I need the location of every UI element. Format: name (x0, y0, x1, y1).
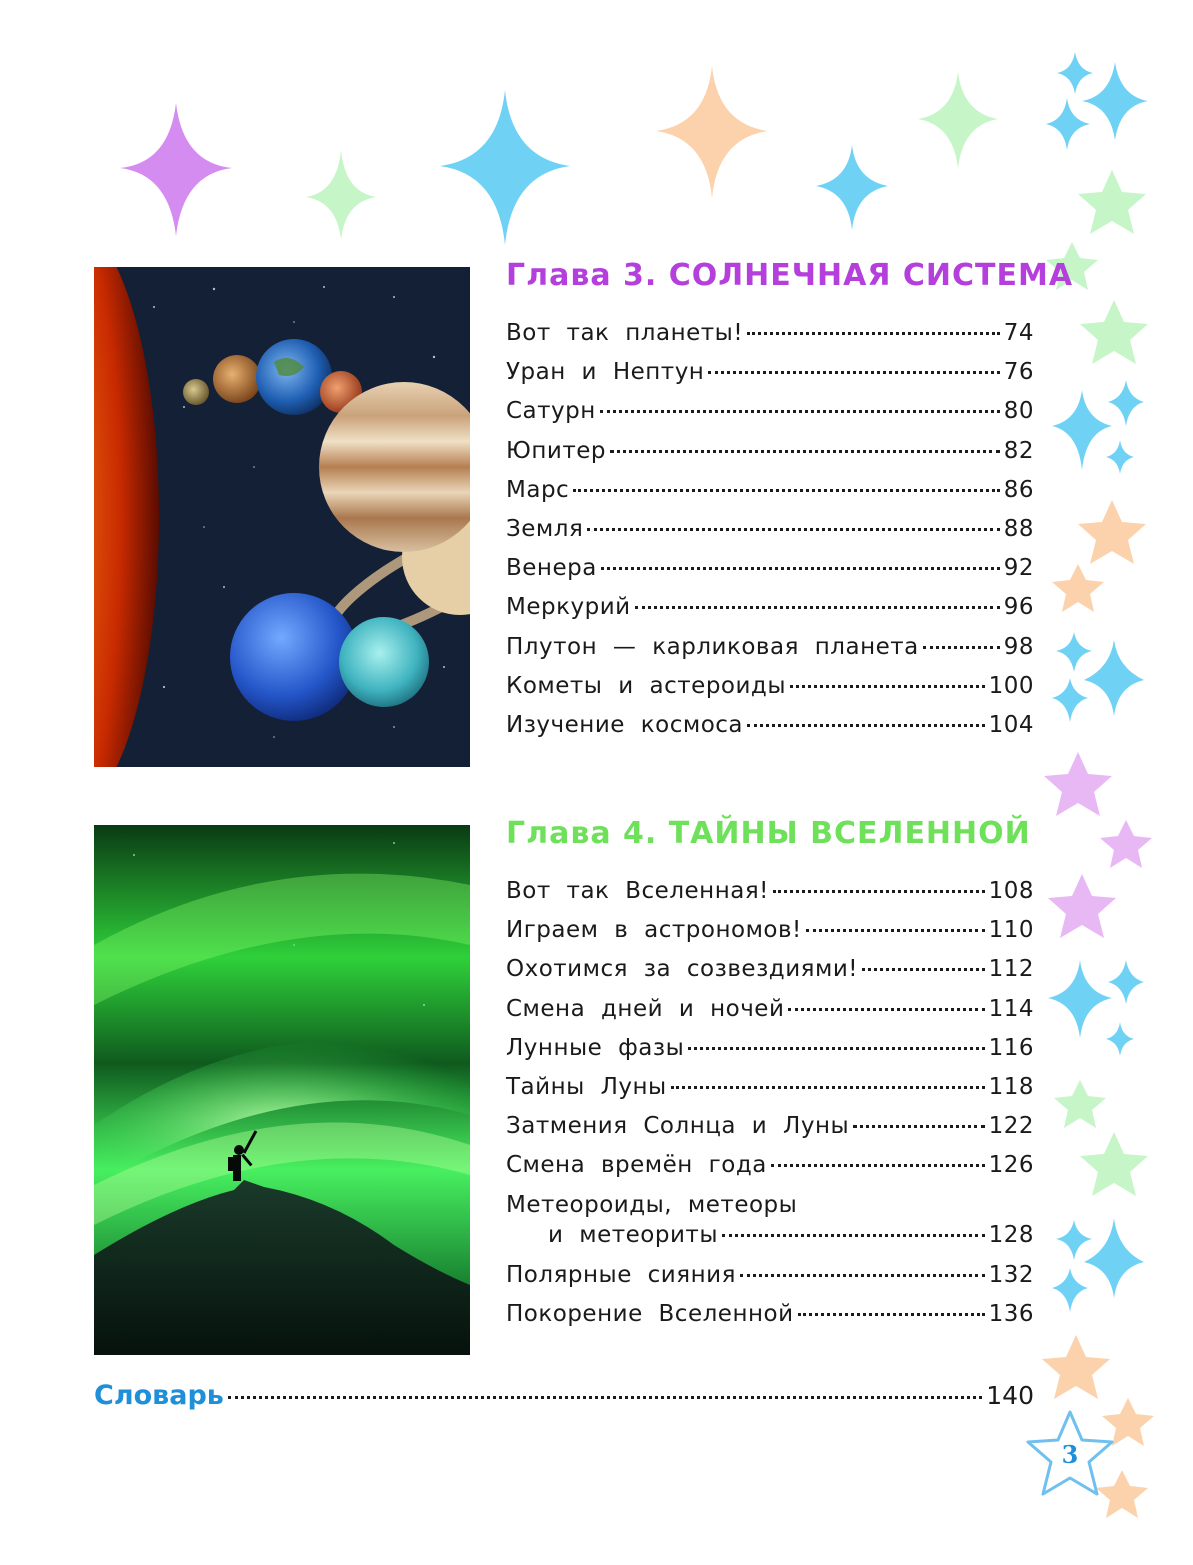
glossary-page: 140 (986, 1381, 1034, 1410)
dot-leader (228, 1396, 982, 1399)
toc-entry[interactable] (506, 996, 1034, 1035)
toc-entry-title: Затмения Солнца и Луны (506, 1113, 850, 1140)
toc-entry[interactable] (506, 712, 1034, 751)
sparkle-icon (1056, 632, 1092, 672)
chapter-3-title: Глава 3. СОЛНЕЧНАЯ СИСТЕМА (506, 258, 1074, 293)
sparkle-icon (1084, 640, 1144, 716)
toc-entry-page: 116 (988, 1034, 1034, 1061)
dot-leader (747, 724, 985, 727)
sparkle-decoration-top (0, 0, 1193, 280)
toc-entry[interactable] (506, 1152, 1034, 1191)
toc-entry[interactable] (506, 956, 1034, 995)
toc-entry-page: 76 (1003, 359, 1034, 386)
toc-entry[interactable] (506, 359, 1034, 398)
toc-entry-title-line2: и метеориты (548, 1221, 718, 1248)
sparkle-icon (1106, 440, 1134, 474)
sparkle-icon (1052, 1268, 1088, 1312)
dot-leader (771, 1164, 985, 1167)
dot-leader (635, 606, 1000, 609)
star-icon (1080, 300, 1148, 364)
dot-leader (790, 685, 985, 688)
toc-entry-page: 132 (988, 1261, 1034, 1288)
toc-entry-page: 104 (988, 711, 1034, 738)
sparkle-star-icon (918, 72, 998, 168)
star-icon (1078, 170, 1146, 234)
dot-leader (853, 1125, 984, 1128)
dot-leader (610, 450, 1000, 453)
dot-leader (806, 929, 985, 932)
sparkle-icon (1052, 678, 1088, 722)
dot-leader (798, 1313, 985, 1316)
toc-entry-title: Вот так Вселенная! (506, 878, 769, 904)
chapter-4-title: Глава 4. ТАЙНЫ ВСЕЛЕННОЙ (506, 816, 1031, 851)
dot-leader (600, 410, 1000, 413)
glossary-entry[interactable] (94, 1380, 1034, 1411)
sparkle-star-icon (1046, 98, 1090, 150)
star-icon (1078, 500, 1146, 564)
toc-entry[interactable] (506, 1192, 1034, 1262)
sparkle-icon (1052, 390, 1112, 470)
toc-entry[interactable] (506, 634, 1034, 673)
toc-entry-page: 114 (988, 995, 1034, 1022)
dot-leader (601, 567, 1000, 570)
star-icon (1080, 1132, 1148, 1196)
toc-entry-page: 118 (988, 1073, 1034, 1100)
sparkle-icon (1056, 1220, 1092, 1260)
toc-entry-title: Венера (506, 555, 597, 582)
chapter-3-contents (506, 320, 1034, 751)
toc-entry-title: Смена времён года (506, 1152, 767, 1179)
toc-entry-title: Покорение Вселенной (506, 1300, 794, 1327)
dot-leader (740, 1274, 985, 1277)
toc-entry[interactable] (506, 320, 1034, 359)
toc-entry-page: 110 (988, 917, 1034, 944)
dot-leader (862, 968, 985, 971)
toc-entry-page: 98 (1003, 633, 1034, 660)
toc-entry[interactable] (506, 1035, 1034, 1074)
sparkle-star-icon (440, 90, 570, 245)
sparkle-icon (1108, 960, 1144, 1004)
sparkle-icon (1084, 1218, 1144, 1298)
chapter-4-contents (506, 878, 1034, 1340)
dot-leader (708, 371, 999, 374)
sparkle-icon (1048, 960, 1112, 1038)
toc-entry-title: Лунные фазы (506, 1034, 685, 1061)
toc-entry-page: 128 (988, 1221, 1034, 1248)
toc-entry-title: Изучение космоса (506, 711, 744, 738)
toc-entry-title: Марс (506, 476, 570, 503)
sparkle-star-icon (1057, 52, 1093, 94)
toc-entry-page: 82 (1003, 437, 1034, 464)
toc-entry-title: Охотимся за созвездиями! (506, 956, 858, 983)
sparkle-icon (1106, 1022, 1134, 1056)
sparkle-star-icon (656, 66, 768, 198)
toc-entry[interactable] (506, 878, 1034, 917)
glossary-title: Словарь (94, 1380, 224, 1411)
sparkle-star-icon (1082, 62, 1148, 140)
aurora-borealis-photo (94, 825, 470, 1355)
toc-entry-page: 86 (1003, 476, 1034, 503)
toc-entry[interactable] (506, 673, 1034, 712)
star-icon (1054, 1080, 1106, 1128)
dot-leader (688, 1047, 984, 1050)
toc-entry-title: Метеороиды, метеоры (506, 1191, 798, 1218)
toc-entry-page: 126 (988, 1152, 1034, 1179)
toc-entry-title: Плутон — карликовая планета (506, 633, 919, 660)
toc-entry[interactable] (506, 438, 1034, 477)
toc-entry-title: Полярные сияния (506, 1261, 736, 1288)
toc-entry[interactable] (506, 1113, 1034, 1152)
toc-entry[interactable] (506, 917, 1034, 956)
toc-entry-page: 122 (988, 1113, 1034, 1140)
toc-entry-page: 92 (1003, 555, 1034, 582)
star-icon (1042, 1335, 1110, 1399)
toc-entry-page: 136 (988, 1300, 1034, 1327)
sparkle-decoration-right (1040, 170, 1193, 1565)
toc-entry-page: 80 (1003, 398, 1034, 425)
star-icon (1044, 752, 1112, 816)
dot-leader (923, 646, 1000, 649)
star-icon (1052, 564, 1104, 612)
toc-entry[interactable] (506, 594, 1034, 633)
toc-entry[interactable] (506, 1074, 1034, 1113)
dot-leader (671, 1086, 985, 1089)
toc-entry-page: 88 (1003, 515, 1034, 542)
sparkle-star-icon (306, 150, 376, 240)
page-number: 3 (1061, 1440, 1079, 1469)
dot-leader (747, 332, 1000, 335)
dot-leader (722, 1234, 985, 1237)
solar-system-photo (94, 267, 470, 767)
toc-entry-title: Тайны Луны (506, 1073, 667, 1100)
star-icon (1100, 820, 1152, 868)
toc-entry-title: Смена дней и ночей (506, 995, 785, 1022)
toc-entry[interactable] (506, 477, 1034, 516)
toc-entry[interactable] (506, 1301, 1034, 1340)
toc-entry-page: 96 (1003, 594, 1034, 621)
sparkle-icon (1108, 380, 1144, 426)
toc-entry-title: Вот так планеты! (506, 320, 744, 346)
toc-entry-page: 112 (988, 956, 1034, 983)
toc-entry-page: 100 (988, 672, 1034, 699)
toc-entry[interactable] (506, 516, 1034, 555)
toc-entry[interactable] (506, 555, 1034, 594)
toc-entry-page: 108 (988, 878, 1034, 904)
sparkle-star-icon (120, 103, 232, 236)
toc-entry-title: Юпитер (506, 437, 606, 464)
toc-entry-title: Земля (506, 515, 584, 542)
toc-entry-title: Меркурий (506, 594, 631, 621)
toc-entry-title: Кометы и астероиды (506, 672, 786, 699)
toc-entry-page: 74 (1003, 320, 1034, 346)
dot-leader (587, 528, 999, 531)
toc-entry-title: Сатурн (506, 398, 596, 425)
toc-entry[interactable] (506, 398, 1034, 437)
toc-entry[interactable] (506, 1262, 1034, 1301)
dot-leader (788, 1008, 984, 1011)
toc-entry-title: Уран и Нептун (506, 359, 705, 386)
star-icon (1048, 874, 1116, 938)
page-number-badge (1022, 1408, 1118, 1500)
dot-leader (573, 489, 1000, 492)
toc-entry-title: Играем в астрономов! (506, 917, 802, 944)
dot-leader (773, 890, 985, 893)
sparkle-star-icon (816, 145, 888, 230)
